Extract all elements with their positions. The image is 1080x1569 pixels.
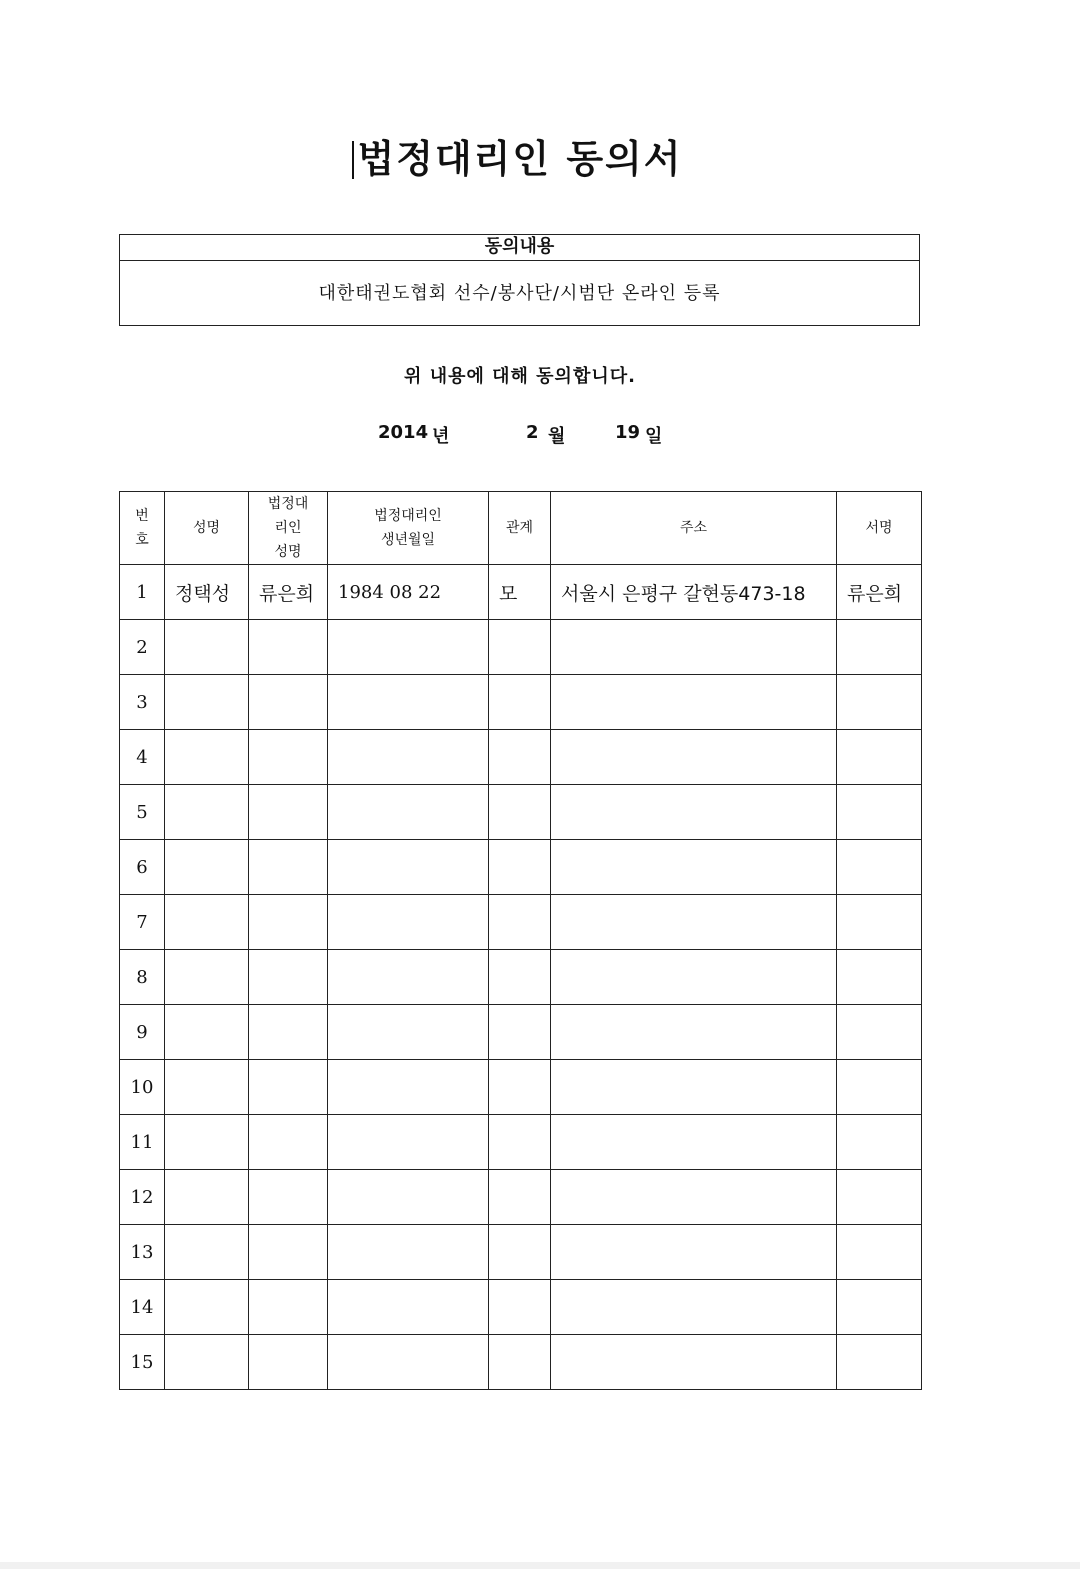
row-relation: [489, 1170, 551, 1225]
row-birth: 1984 08 22: [328, 565, 489, 620]
document-title: [358, 135, 683, 183]
header-relation: 관계: [489, 492, 551, 565]
row-guardian: [249, 840, 328, 895]
table-row: [120, 1170, 922, 1225]
table-row: [120, 1060, 922, 1115]
date-day-label: 일: [645, 426, 663, 447]
row-name: [165, 1170, 249, 1225]
row-signature: [837, 620, 922, 675]
row-name: [165, 1280, 249, 1335]
row-birth: [328, 1060, 489, 1115]
row-signature: 류은희: [837, 565, 922, 620]
row-signature: [837, 1335, 922, 1390]
row-name: [165, 1115, 249, 1170]
header-guardian-birth-line1: 법정대리인: [374, 508, 442, 524]
title-area: [0, 135, 1040, 183]
text-cursor: [352, 141, 354, 179]
row-birth: [328, 1280, 489, 1335]
row-signature: [837, 1280, 922, 1335]
row-number: 5: [120, 785, 165, 840]
header-address: 주소: [551, 492, 837, 565]
row-name: [165, 950, 249, 1005]
row-number: 7: [120, 895, 165, 950]
row-number: 3: [120, 675, 165, 730]
row-address: [551, 1225, 837, 1280]
row-guardian: 류은희: [249, 565, 328, 620]
row-relation: [489, 1335, 551, 1390]
row-number: 8: [120, 950, 165, 1005]
row-name: [165, 840, 249, 895]
date-month: 2: [526, 422, 539, 443]
row-birth: [328, 1115, 489, 1170]
row-address: [551, 1280, 837, 1335]
row-name: [165, 1060, 249, 1115]
header-guardian-name: [249, 492, 328, 565]
row-relation: [489, 895, 551, 950]
row-number: 13: [120, 1225, 165, 1280]
row-number: 2: [120, 620, 165, 675]
row-relation: [489, 1280, 551, 1335]
row-signature: [837, 730, 922, 785]
row-address: [551, 620, 837, 675]
row-number: 9: [120, 1005, 165, 1060]
row-guardian: [249, 950, 328, 1005]
table-row: [120, 1280, 922, 1335]
row-name: 정택성: [165, 565, 249, 620]
row-address: [551, 730, 837, 785]
header-guardian-name-line2: 리인: [274, 520, 302, 536]
row-name: [165, 895, 249, 950]
table-row: [120, 1005, 922, 1060]
row-name: [165, 620, 249, 675]
consent-header: 동의내용: [120, 235, 919, 261]
row-address: [551, 1005, 837, 1060]
row-birth: [328, 895, 489, 950]
header-signature: 서명: [837, 492, 922, 565]
row-address: [551, 1115, 837, 1170]
registration-table: [119, 491, 922, 1390]
row-relation: [489, 1225, 551, 1280]
row-address: 서울시 은평구 갈현동473-18: [551, 565, 837, 620]
row-relation: [489, 840, 551, 895]
row-birth: [328, 1335, 489, 1390]
row-guardian: [249, 1225, 328, 1280]
row-number: 15: [120, 1335, 165, 1390]
row-birth: [328, 620, 489, 675]
table-row: [120, 950, 922, 1005]
date-year-label: 년: [432, 426, 450, 447]
row-name: [165, 675, 249, 730]
header-name: 성명: [165, 492, 249, 565]
row-number: 1: [120, 565, 165, 620]
row-relation: [489, 785, 551, 840]
table-row: [120, 1115, 922, 1170]
row-address: [551, 1335, 837, 1390]
row-number: 10: [120, 1060, 165, 1115]
row-address: [551, 675, 837, 730]
document-title-text: 법정대리인 동의서: [357, 137, 683, 181]
row-relation: [489, 1115, 551, 1170]
table-row: [120, 730, 922, 785]
date-month-label: 월: [548, 426, 566, 447]
viewer-bottom-edge: [0, 1562, 1080, 1569]
row-birth: [328, 730, 489, 785]
consent-content: 대한태권도협회 선수/봉사단/시범단 온라인 등록: [318, 283, 721, 304]
row-signature: [837, 785, 922, 840]
table-row: [120, 785, 922, 840]
row-name: [165, 1335, 249, 1390]
table-row: [120, 675, 922, 730]
row-signature: [837, 675, 922, 730]
row-relation: [489, 950, 551, 1005]
header-number-line1: 번: [135, 508, 149, 524]
row-signature: [837, 840, 922, 895]
consent-section: [119, 234, 920, 326]
row-address: [551, 950, 837, 1005]
table-row: [120, 1225, 922, 1280]
row-signature: [837, 1060, 922, 1115]
header-number-line2: 호: [135, 532, 149, 548]
row-guardian: [249, 1115, 328, 1170]
table-header-row: [120, 492, 922, 565]
table-row: [120, 840, 922, 895]
row-number: 6: [120, 840, 165, 895]
row-signature: [837, 1170, 922, 1225]
row-address: [551, 840, 837, 895]
row-number: 4: [120, 730, 165, 785]
table-row: [120, 620, 922, 675]
row-birth: [328, 1225, 489, 1280]
row-address: [551, 895, 837, 950]
row-relation: [489, 1060, 551, 1115]
row-guardian: [249, 1335, 328, 1390]
row-guardian: [249, 1005, 328, 1060]
row-birth: [328, 840, 489, 895]
table-row: [120, 565, 922, 620]
row-guardian: [249, 1170, 328, 1225]
date-year: 2014: [378, 422, 429, 443]
row-address: [551, 785, 837, 840]
table-row: [120, 895, 922, 950]
row-guardian: [249, 1060, 328, 1115]
date-day: 19: [615, 422, 641, 443]
row-relation: 모: [489, 565, 551, 620]
row-birth: [328, 785, 489, 840]
row-signature: [837, 1115, 922, 1170]
row-relation: [489, 730, 551, 785]
row-name: [165, 1005, 249, 1060]
row-name: [165, 730, 249, 785]
row-birth: [328, 1170, 489, 1225]
row-signature: [837, 950, 922, 1005]
row-guardian: [249, 785, 328, 840]
header-guardian-name-line1: 법정대: [267, 496, 309, 512]
row-address: [551, 1060, 837, 1115]
row-number: 12: [120, 1170, 165, 1225]
row-relation: [489, 620, 551, 675]
row-number: 14: [120, 1280, 165, 1335]
row-guardian: [249, 675, 328, 730]
header-number: [120, 492, 165, 565]
table-row: [120, 1335, 922, 1390]
row-birth: [328, 950, 489, 1005]
row-signature: [837, 1005, 922, 1060]
header-guardian-birth-line2: 생년월일: [380, 532, 436, 548]
row-guardian: [249, 895, 328, 950]
header-guardian-birth: [328, 492, 489, 565]
header-guardian-name-line3: 성명: [274, 544, 302, 560]
row-relation: [489, 1005, 551, 1060]
row-number: 11: [120, 1115, 165, 1170]
row-signature: [837, 1225, 922, 1280]
row-birth: [328, 1005, 489, 1060]
row-name: [165, 785, 249, 840]
row-name: [165, 1225, 249, 1280]
row-guardian: [249, 1280, 328, 1335]
row-signature: [837, 895, 922, 950]
row-relation: [489, 675, 551, 730]
agreement-statement: 위 내용에 대해 동의합니다.: [404, 366, 636, 387]
row-guardian: [249, 730, 328, 785]
row-birth: [328, 675, 489, 730]
row-address: [551, 1170, 837, 1225]
row-guardian: [249, 620, 328, 675]
